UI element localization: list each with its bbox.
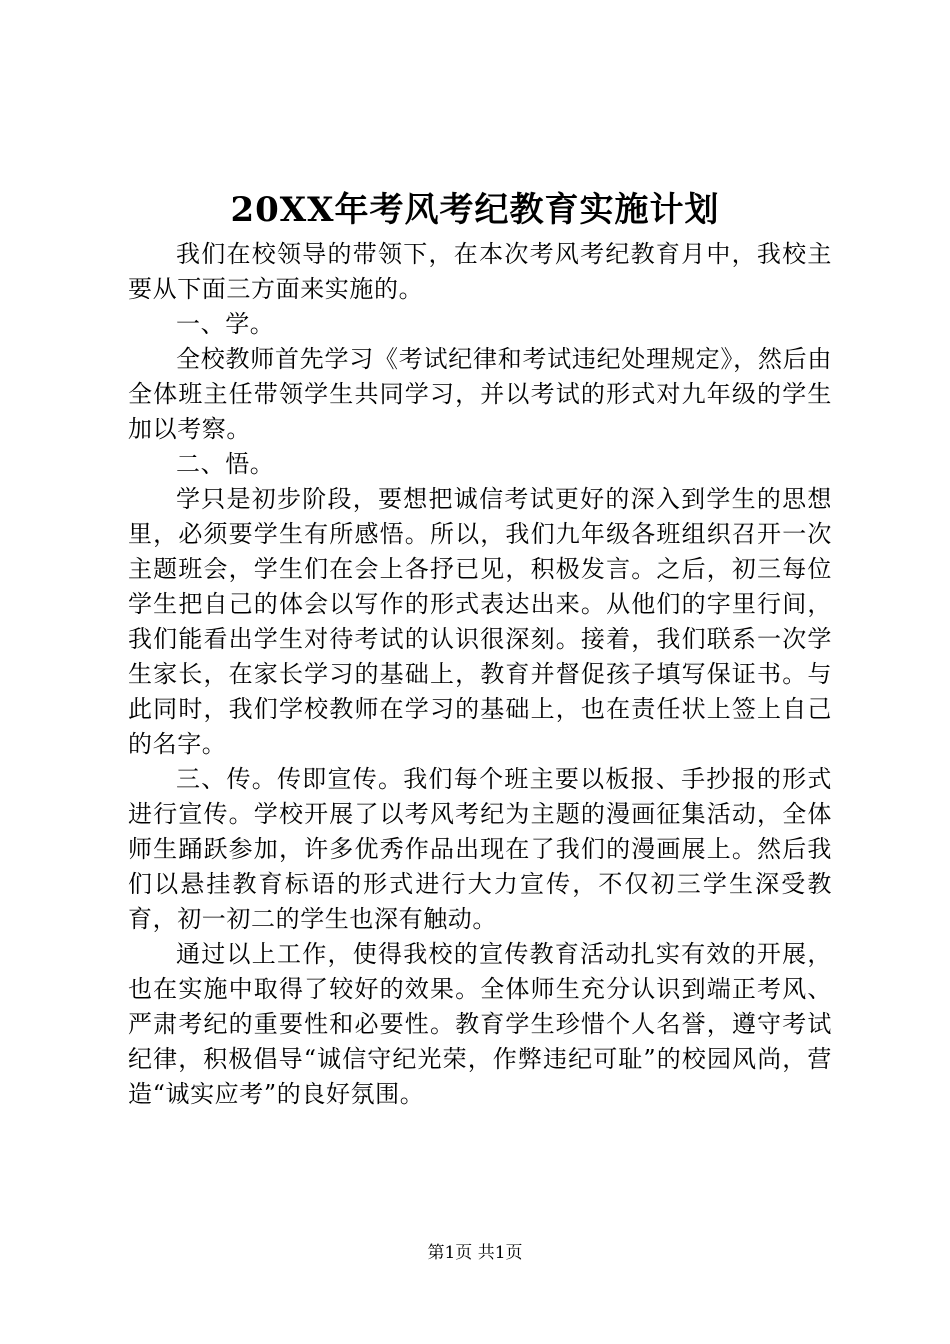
paragraph-learn: 全校教师首先学习《考试纪律和考试违纪处理规定》，然后由全体班主任带领学生共同学习，并以考试的形式对九年级的学生加以考察。	[128, 345, 832, 443]
section-heading-learn: 一、学。	[176, 310, 275, 338]
paragraph-intro: 我们在校领导的带领下，在本次考风考纪教育月中，我校主要从下面三方面来实施的。	[128, 240, 832, 303]
section-heading-realize: 二、悟。	[176, 450, 275, 478]
page-footer: 第1页 共1页	[427, 1243, 523, 1263]
paragraph-conclusion: 通过以上工作，使得我校的宣传教育活动扎实有效的开展，也在实施中取得了较好的效果。全体师生充分认识到端正考风、严肃考纪的重要性和必要性。教育学生珍惜个人名誉，遵守考试纪律，积极倡导“诚信守纪光荣，作弊违纪可耻”的校园风尚，营造“诚实应考”的良好氛围。	[128, 940, 832, 1108]
paragraph-realize: 学只是初步阶段，要想把诚信考试更好的深入到学生的思想里，必须要学生有所感悟。所以，我们九年级各班组织召开一次主题班会，学生们在会上各抒已见，积极发言。之后，初三每位学生把自己的体会以写作的形式表达出来。从他们的字里行间，我们能看出学生对待考试的认识很深刻。接着，我们联系一次学生家长，在家长学习的基础上，教育并督促孩子填写保证书。与此同时，我们学校教师在学习的基础上，也在责任状上签上自己的名字。	[128, 485, 832, 758]
document-body	[128, 237, 832, 1112]
paragraph-spread: 三、传。传即宣传。我们每个班主要以板报、手抄报的形式进行宣传。学校开展了以考风考纪为主题的漫画征集活动，全体师生踊跃参加，许多优秀作品出现在了我们的漫画展上。然后我们以悬挂教育标语的形式进行大力宣传，不仅初三学生深受教育，初一初二的学生也深有触动。	[128, 765, 832, 933]
document-title: 20XX年考风考纪教育实施计划	[230, 190, 720, 230]
